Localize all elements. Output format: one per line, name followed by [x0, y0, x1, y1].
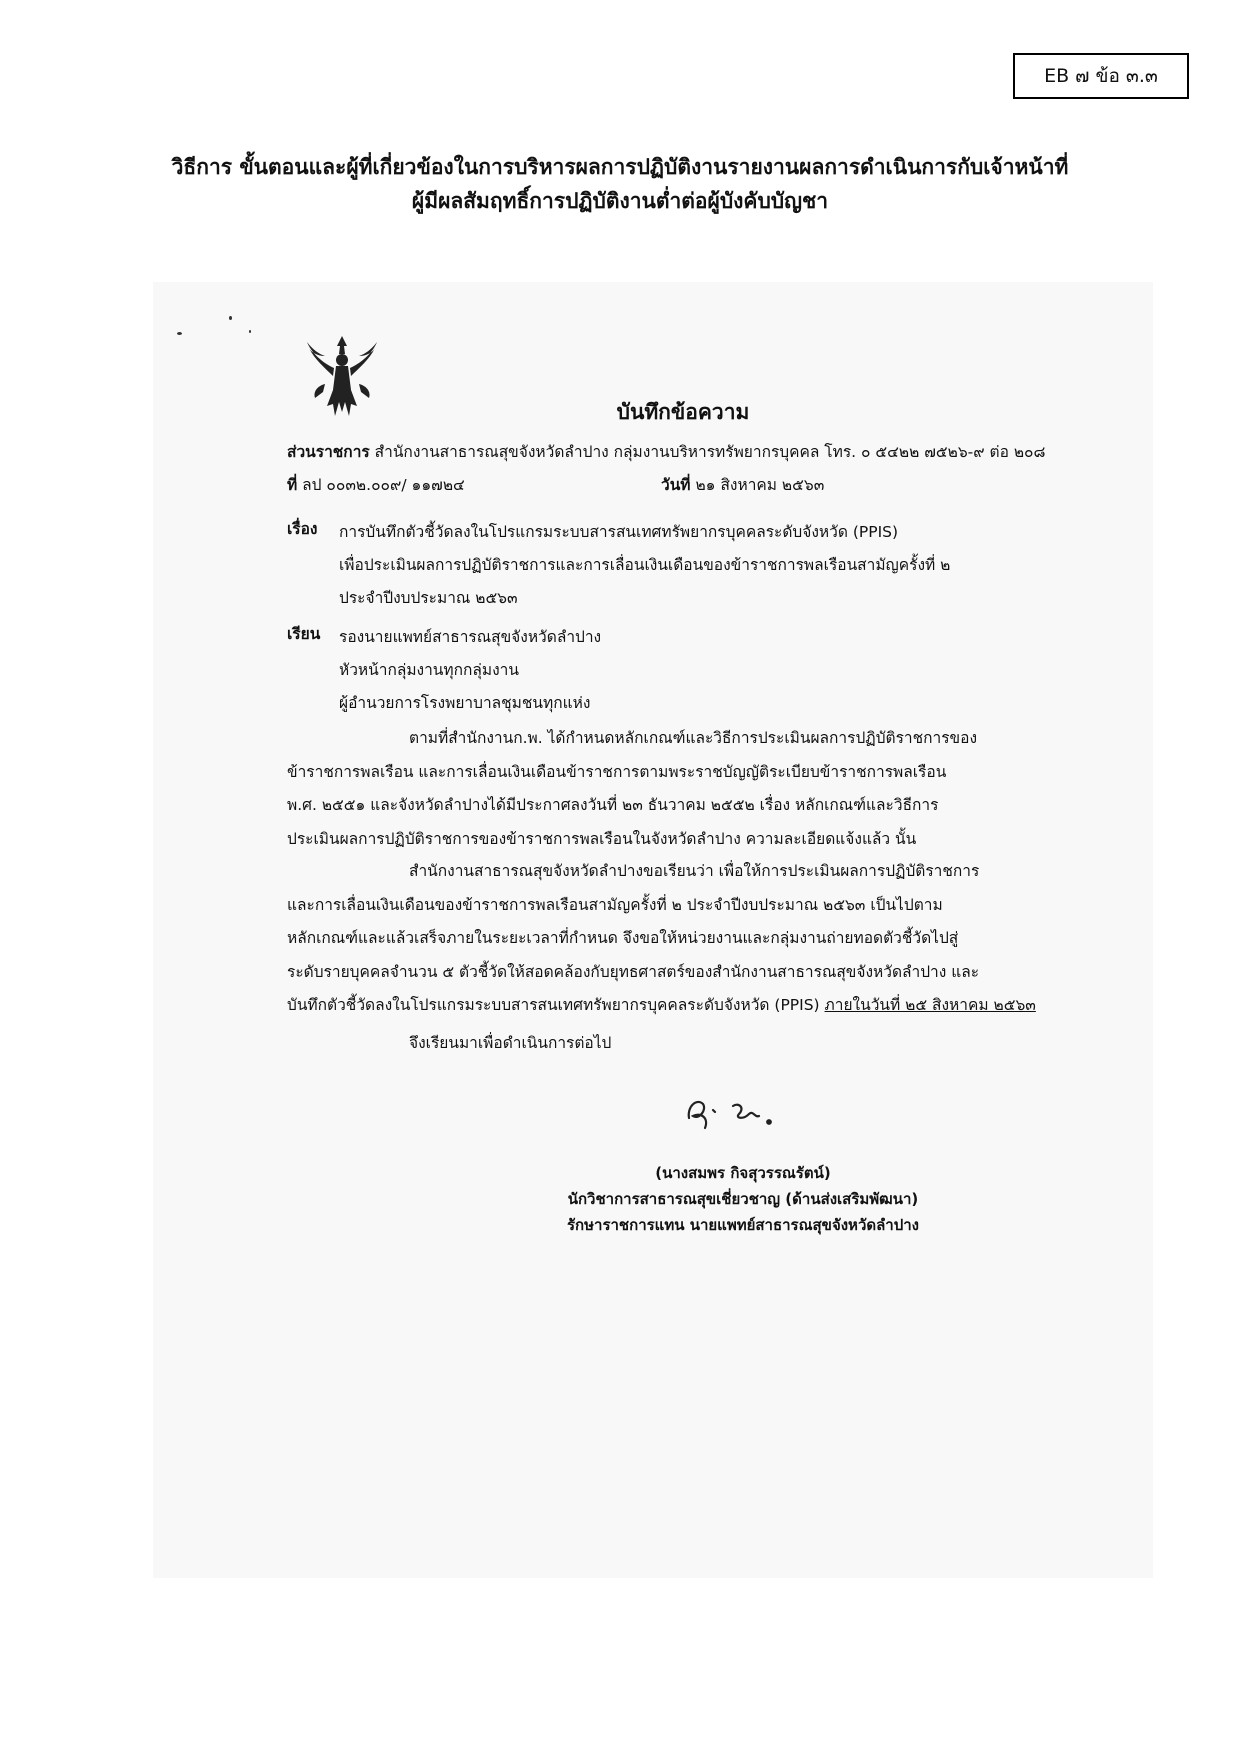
subject-line: เพื่อประเมินผลการปฏิบัติราชการและการเลื่อนเงินเดือนของข้าราชการพลเรือนสามัญครั้งที่ ๒ — [339, 556, 951, 574]
subject-line: การบันทึกตัวชี้วัดลงในโปรแกรมระบบสารสนเทศทรัพยากรบุคคลระดับจังหวัด (PPIS) — [339, 523, 899, 541]
recipient-block — [339, 621, 601, 720]
signature-block — [533, 1160, 953, 1238]
paragraph-line: และการเลื่อนเงินเดือนของข้าราชการพลเรือนสามัญครั้งที่ ๒ ประจำปีงบประมาณ ๒๕๖๓ เป็นไปตาม — [287, 895, 943, 914]
document-code-box — [1013, 53, 1189, 99]
reference-value: ลป ๐๐๓๒.๐๐๙/ ๑๑๗๒๔ — [302, 476, 465, 494]
scan-speck — [177, 332, 182, 335]
paragraph-2 — [287, 855, 1077, 1023]
page-title-line-2: ผู้มีผลสัมฤทธิ์การปฏิบัติงานต่ำต่อผู้บังคับบัญชา — [411, 189, 829, 213]
page-title — [0, 150, 1240, 218]
paragraph-line: ระดับรายบุคคลจำนวน ๕ ตัวชี้วัดให้สอดคล้องกับยุทธศาสตร์ของสำนักงานสาธารณสุขจังหวัดลำปาง และ — [287, 962, 980, 981]
paragraph-last-line — [287, 989, 1077, 1023]
deadline-text: ภายในวันที่ ๒๕ สิงหาคม ๒๕๖๓ — [824, 996, 1036, 1014]
agency-line — [287, 439, 1045, 464]
signer-position: นักวิชาการสาธารณสุขเชี่ยวชาญ (ด้านส่งเสริมพัฒนา) — [567, 1190, 919, 1208]
paragraph-line: พ.ศ. ๒๕๕๑ และจังหวัดลำปางได้มีประกาศลงวันที่ ๒๓ ธันวาคม ๒๕๕๒ เรื่อง หลักเกณฑ์และวิธีการ — [287, 796, 939, 814]
date-value: ๒๑ สิงหาคม ๒๕๖๓ — [695, 476, 825, 494]
date-label: วันที่ — [661, 476, 691, 494]
paragraph-line-text: บันทึกตัวชี้วัดลงในโปรแกรมระบบสารสนเทศทรัพยากรบุคคลระดับจังหวัด (PPIS) — [287, 996, 825, 1014]
scan-speck — [229, 316, 232, 320]
scan-speck — [249, 330, 251, 333]
recipient-line: รองนายแพทย์สาธารณสุขจังหวัดลำปาง — [339, 628, 602, 646]
agency-label: ส่วนราชการ — [287, 443, 370, 461]
date-line — [661, 472, 824, 497]
signer-name: (นางสมพร กิจสุวรรณรัตน์) — [655, 1164, 831, 1182]
memo-heading: บันทึกข้อความ — [616, 400, 750, 424]
paragraph-line: หลักเกณฑ์และแล้วเสร็จภายในระยะเวลาที่กำหนด จึงขอให้หน่วยงานและกลุ่มงานถ่ายทอดตัวชี้วัดไปสู่ — [287, 929, 959, 947]
recipient-line: หัวหน้ากลุ่มงานทุกกลุ่มงาน — [339, 661, 519, 679]
agency-value: สำนักงานสาธารณสุขจังหวัดลำปาง กลุ่มงานบริหารทรัพยากรบุคคล โทร. ๐ ๕๔๒๒ ๗๕๒๖-๙ ต่อ ๒๐๘ — [374, 443, 1046, 461]
paragraph-line: ข้าราชการพลเรือน และการเลื่อนเงินเดือนข้าราชการตามพระราชบัญญัติระเบียบข้าราชการพลเรือน — [287, 762, 947, 781]
subject-label: เรื่อง — [287, 520, 318, 538]
signer-acting-role: รักษาราชการแทน นายแพทย์สาธารณสุขจังหวัดลำปาง — [567, 1216, 919, 1234]
paragraph-line: ตามที่สำนักงานก.พ. ได้กำหนดหลักเกณฑ์และวิธีการประเมินผลการปฏิบัติราชการของ — [409, 729, 978, 747]
handwritten-signature — [683, 1088, 793, 1138]
document-code: EB ๗ ข้อ ๓.๓ — [1044, 65, 1158, 87]
subject-line: ประจำปีงบประมาณ ๒๕๖๓ — [339, 589, 518, 607]
subject-block — [339, 516, 950, 615]
recipient-label: เรียน — [287, 625, 321, 643]
page-title-line-1: วิธีการ ขั้นตอนและผู้ที่เกี่ยวข้องในการบริหารผลการปฏิบัติงานรายงานผลการดำเนินการกับเจ้าหน้าที่ — [171, 155, 1069, 179]
paragraph-1 — [287, 722, 1077, 856]
paragraph-line: ประเมินผลการปฏิบัติราชการของข้าราชการพลเรือนในจังหวัดลำปาง ความละเอียดแจ้งแล้ว นั้น — [287, 829, 917, 848]
scanned-memo — [153, 282, 1153, 1578]
reference-line — [287, 472, 465, 497]
reference-label: ที่ — [287, 476, 298, 494]
paragraph-line: สำนักงานสาธารณสุขจังหวัดลำปางขอเรียนว่า เพื่อให้การประเมินผลการปฏิบัติราชการ — [409, 862, 980, 880]
closing-line: จึงเรียนมาเพื่อดำเนินการต่อไป — [409, 1034, 612, 1052]
recipient-line: ผู้อำนวยการโรงพยาบาลชุมชนทุกแห่ง — [339, 694, 591, 712]
